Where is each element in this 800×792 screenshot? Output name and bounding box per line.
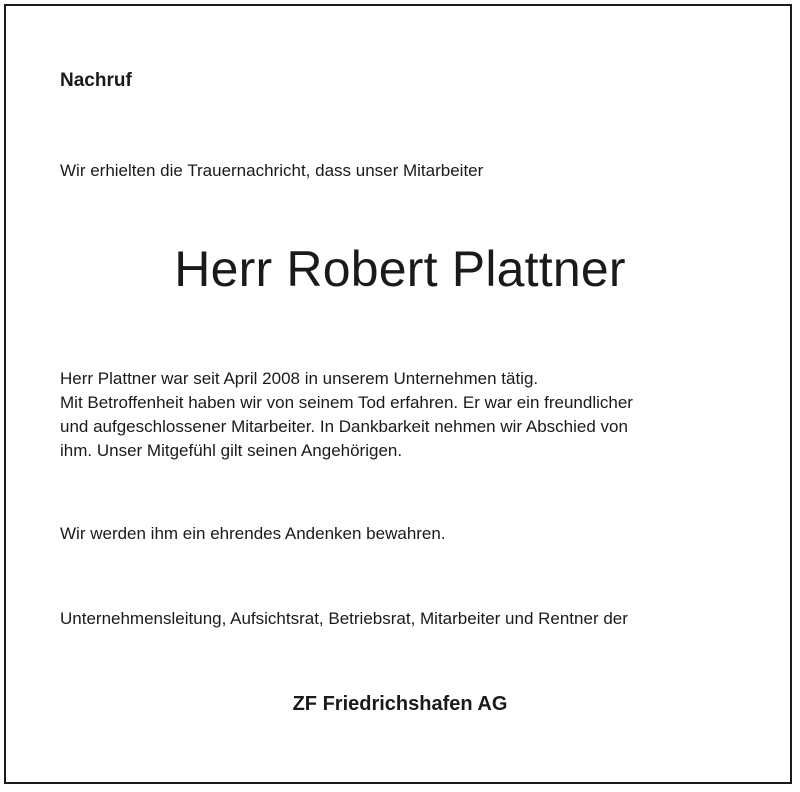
intro-text: Wir erhielten die Trauernachricht, dass unser Mitarbeiter	[60, 161, 484, 180]
closing-text: Wir werden ihm ein ehrendes Andenken bewahren.	[60, 524, 446, 543]
body-paragraph	[60, 367, 633, 463]
body-line: und aufgeschlossener Mitarbeiter. In Dankbarkeit nehmen wir Abschied von	[60, 417, 628, 436]
body-line: Mit Betroffenheit haben wir von seinem Tod erfahren. Er war ein freundlicher	[60, 393, 633, 412]
company-name: ZF Friedrichshafen AG	[292, 693, 508, 715]
body-line: ihm. Unser Mitgefühl gilt seinen Angehörigen.	[60, 441, 403, 460]
body-line: Herr Plattner war seit April 2008 in unserem Unternehmen tätig.	[60, 369, 539, 388]
signers-text: Unternehmensleitung, Aufsichtsrat, Betriebsrat, Mitarbeiter und Rentner der	[60, 609, 628, 628]
notice-heading: Nachruf	[60, 70, 132, 91]
deceased-name: Herr Robert Plattner	[174, 241, 626, 297]
